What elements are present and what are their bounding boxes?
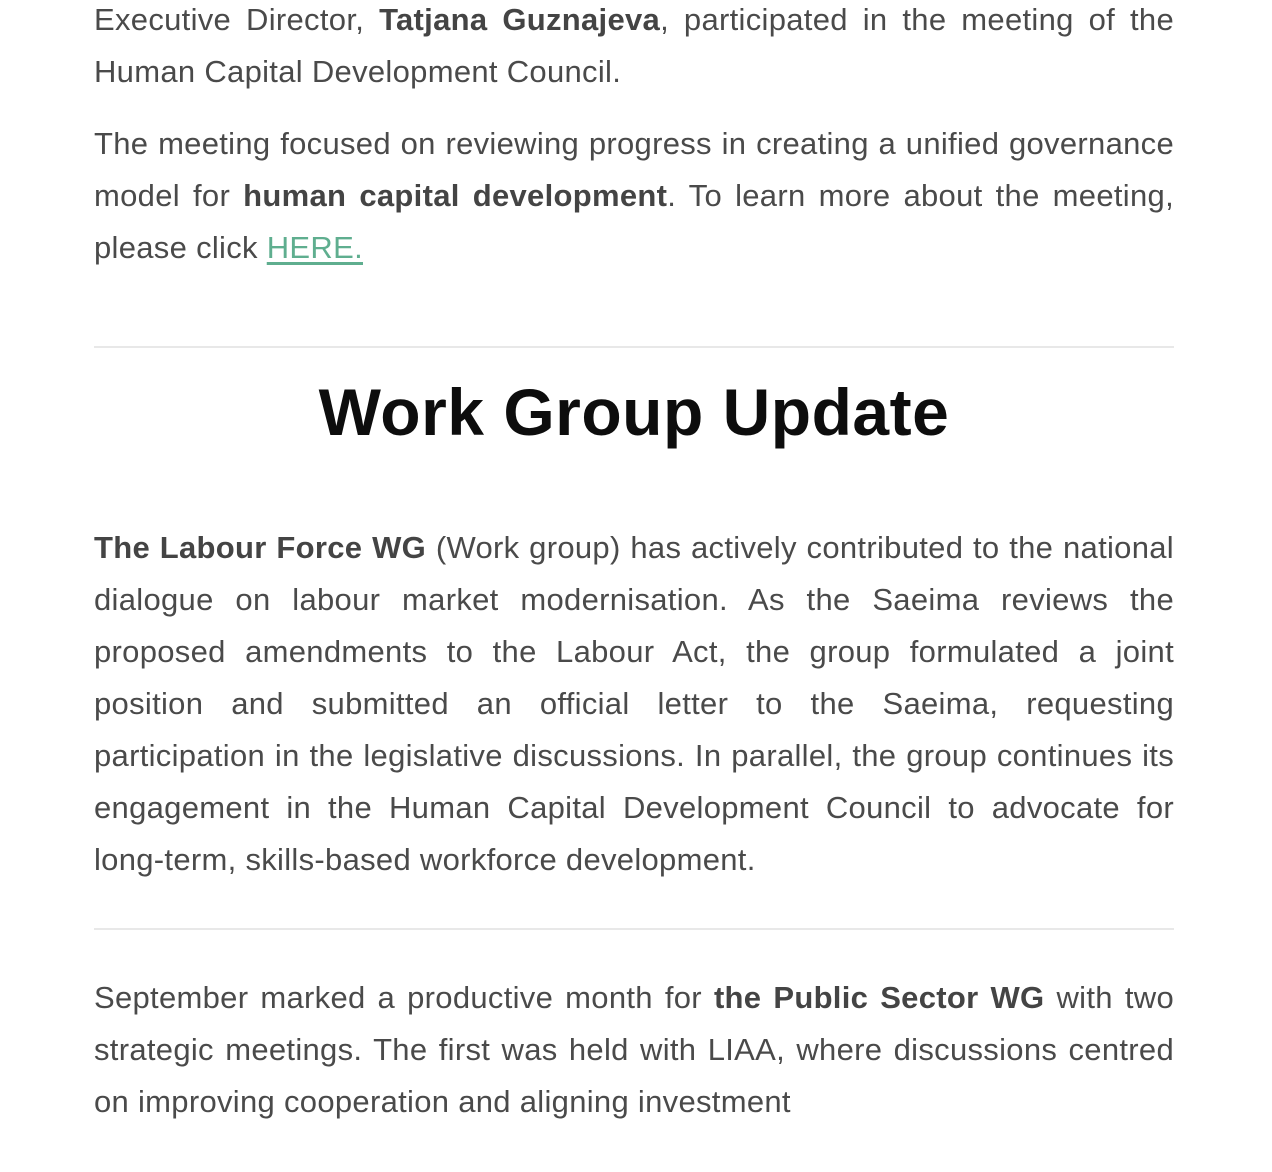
public-sector-text: with two strategic meetings. The first was held with LIAA, where discussions centred on improving cooperation and aligning investment — [94, 980, 1174, 1119]
director-name: Tatjana Guznajeva — [379, 2, 661, 37]
section-title: Work Group Update — [318, 375, 950, 449]
intro-paragraph-2 — [94, 118, 1174, 274]
intro-p1-suffix: , participated in the meeting of the Human Capital Development Council. — [94, 2, 1174, 89]
public-sector-bold: the Public Sector WG — [713, 980, 1045, 1015]
newsletter-content — [94, 0, 1174, 1128]
public-sector-prefix: September marked a productive month for — [94, 980, 714, 1015]
intro-p2-mid: . To learn more about the meeting, please click — [94, 178, 1174, 265]
labour-force-paragraph — [94, 522, 1174, 886]
labour-force-text: (Work group) has actively contributed to the national dialogue on labour market modernisation. As the Saeima reviews the proposed amendments to the Labour Act, the group formulated a joint position and submitted an official letter to the Saeima, requesting participation in the legislative discussions. In parallel, the group continues its engagement in the Human Capital Development Council to advocate for long-term, skills-based workforce development. — [94, 530, 1174, 877]
intro-p2-prefix: The meeting focused on reviewing progress in creating a unified governance model for — [94, 126, 1174, 213]
labour-force-bold: The Labour Force WG — [94, 530, 427, 565]
meeting-link[interactable]: HERE. — [266, 230, 363, 265]
intro-paragraph-1 — [94, 0, 1174, 98]
public-sector-paragraph — [94, 972, 1174, 1128]
intro-p2-bold: human capital development — [243, 178, 668, 213]
intro-p1-prefix: Executive Director, — [94, 2, 380, 37]
